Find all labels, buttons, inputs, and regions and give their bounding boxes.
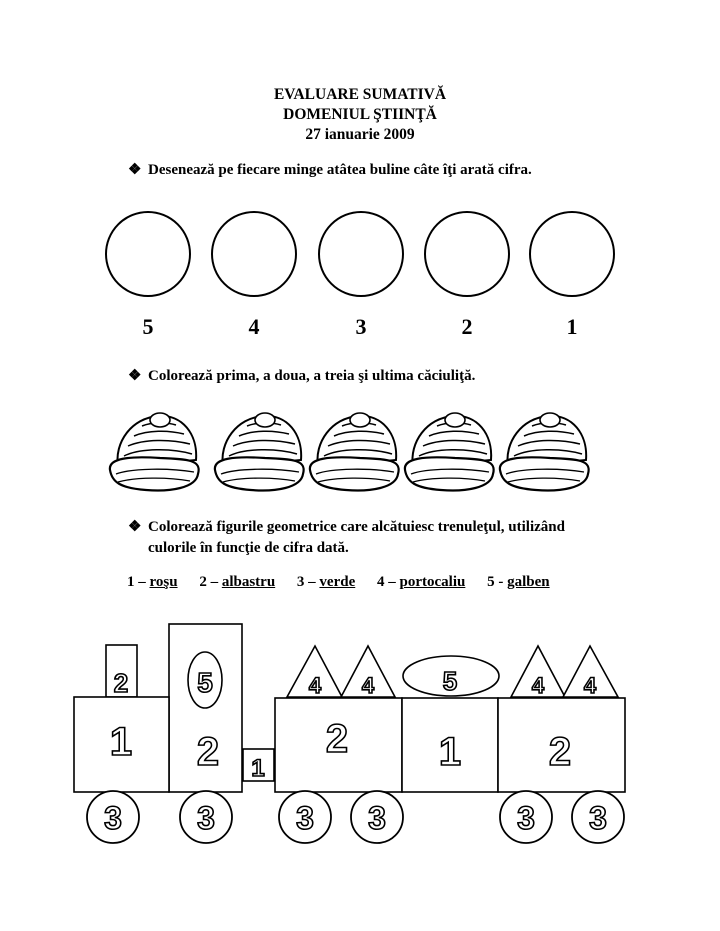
wheel-label: 3 [517,800,535,836]
task-3-text-line1: Colorează figurile geometrice care alcătuiesc trenuleţul, utilizând [148,519,565,535]
wheel-label: 3 [296,800,314,836]
wheel-label: 3 [104,800,122,836]
legend-color: roşu [149,574,178,590]
chimney-label: 2 [113,668,129,698]
winter-hat-icon [405,413,494,490]
triangle-label: 4 [308,673,322,698]
ball-circle [212,212,296,296]
header-domain: DOMENIUL ŞTIINŢĂ [283,106,437,123]
balls-group [106,212,614,339]
winter-hat-icon [500,413,589,490]
header-date: 27 ianuarie 2009 [305,126,415,143]
ball-number: 4 [248,314,260,339]
winter-hat-icon [110,413,199,490]
task-1-text: Desenează pe fiecare minge atâtea buline câte îţi arată cifra. [148,162,532,178]
diamond-bullet-icon: ❖ [128,162,142,178]
ball-circle [425,212,509,296]
ball-number: 5 [142,314,154,339]
wheel-label: 3 [368,800,386,836]
ball-number: 3 [355,314,367,339]
coupler-label: 1 [251,755,265,782]
legend-color: albastru [221,574,276,590]
train-wheels [87,791,624,843]
ball-circle [530,212,614,296]
legend-num: 1 – [127,574,146,590]
task-3-text-line2: culorile în funcţie de cifra dată. [148,540,349,556]
wheel-label: 3 [589,800,607,836]
train [74,624,625,792]
task-2-text: Colorează prima, a doua, a treia şi ultima căciuliţă. [148,368,476,384]
legend-color: portocaliu [399,574,466,590]
engine-label: 1 [109,720,133,764]
legend-num: 3 – [296,574,316,590]
ball-number: 1 [566,314,578,339]
diamond-bullet-icon: ❖ [128,368,142,384]
triangle-label: 4 [583,673,597,698]
oval-label: 5 [442,666,458,696]
wagon-2-label: 1 [438,730,462,774]
header-title: EVALUARE SUMATIVĂ [273,86,447,103]
ball-circle [319,212,403,296]
legend-num: 5 - [487,574,504,590]
ball-number: 2 [461,314,473,339]
winter-hat-icon [310,413,399,490]
hats-group [110,413,589,490]
legend-color: verde [319,574,356,590]
wagon-3-label: 2 [548,730,572,774]
legend-num: 2 – [199,574,219,590]
wagon-1-label: 2 [325,717,349,761]
winter-hat-icon [215,413,304,490]
wheel-label: 3 [197,800,215,836]
triangle-label: 4 [531,673,545,698]
cab-window-label: 5 [197,667,213,698]
ball-circle [106,212,190,296]
cab-label: 2 [196,730,220,774]
triangle-label: 4 [361,673,375,698]
legend-num: 4 – [377,574,396,590]
legend-color: galben [507,574,550,590]
diamond-bullet-icon: ❖ [128,519,142,535]
